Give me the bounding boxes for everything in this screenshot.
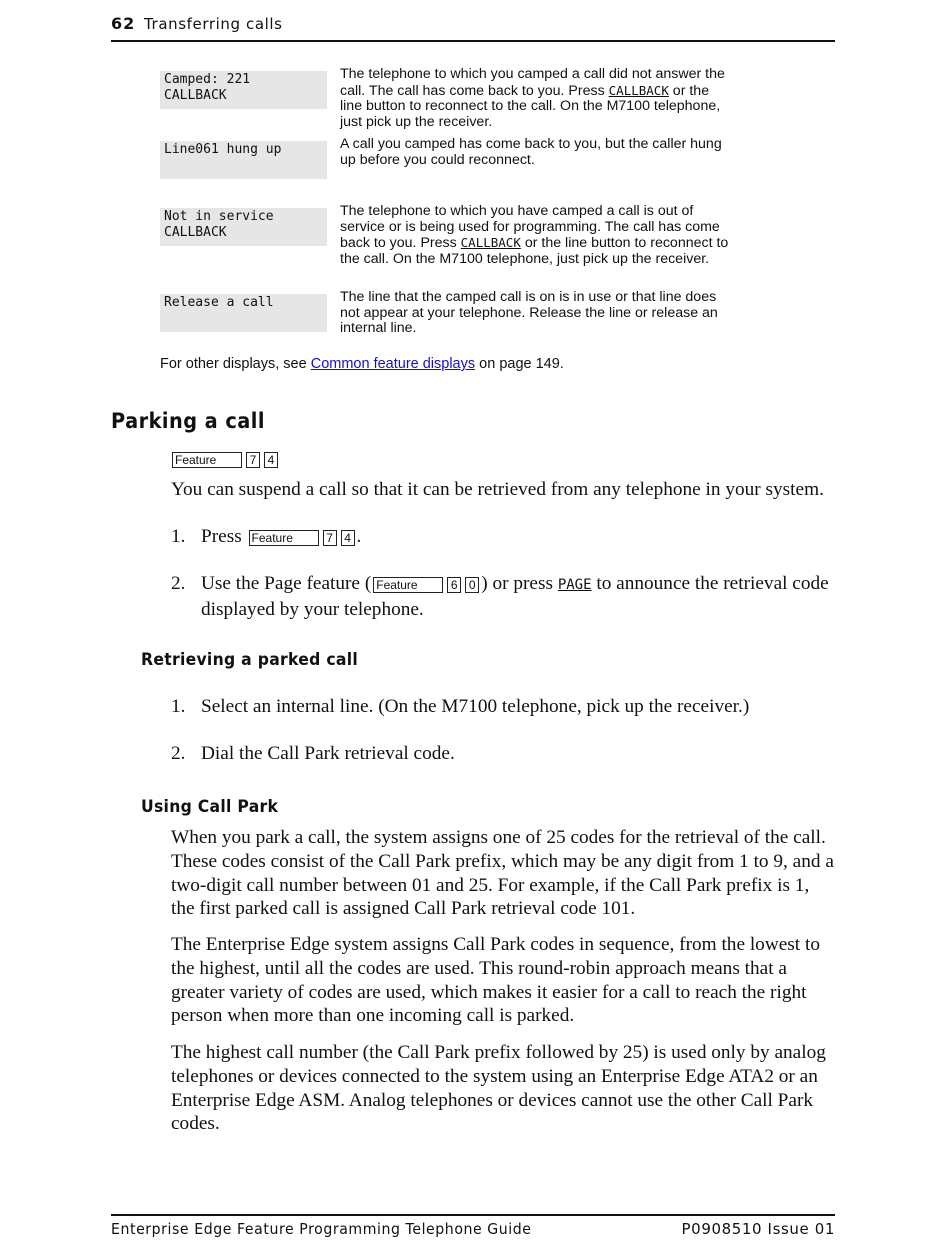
digit-key: 4 bbox=[264, 452, 278, 468]
step-number: 2. bbox=[171, 743, 186, 764]
step-end: . bbox=[356, 526, 362, 547]
lcd-line: Release a call bbox=[164, 295, 274, 310]
display-description: A call you camped has come back to you, but the caller hung up before you could reconnect. bbox=[340, 136, 722, 168]
digit-key: 6 bbox=[447, 577, 461, 593]
lcd-line: Line061 hung up bbox=[164, 142, 282, 157]
description-text: The telephone to which you camped a call did not answer the call. The call has come back to you. Press bbox=[340, 66, 725, 99]
step-text bbox=[201, 525, 837, 549]
step-text: Select an internal line. (On the M7100 telephone, pick up the receiver.) bbox=[201, 696, 750, 717]
description-text: or the line button to reconnect to the call. On the M7100 telephone, just pick up the receiver. bbox=[340, 235, 729, 267]
using-heading: Using Call Park bbox=[141, 797, 279, 817]
step-label: ) or press bbox=[481, 573, 558, 594]
note-text: on page 149. bbox=[475, 356, 564, 372]
page-header bbox=[111, 12, 835, 42]
lcd-display bbox=[160, 208, 327, 246]
retrieving-heading: Retrieving a parked call bbox=[141, 650, 359, 670]
page-softkey: PAGE bbox=[557, 577, 592, 593]
callback-softkey: CALLBACK bbox=[608, 82, 669, 98]
page-number: 62 bbox=[111, 14, 136, 33]
feature-key: Feature bbox=[249, 530, 319, 546]
step-label: Use the Page feature ( bbox=[201, 573, 372, 594]
other-displays-note bbox=[160, 356, 564, 372]
section-title: Transferring calls bbox=[144, 15, 283, 33]
step-number: 2. bbox=[171, 573, 186, 594]
display-description bbox=[340, 204, 735, 267]
lcd-line: CALLBACK bbox=[164, 88, 227, 103]
using-paragraph-2: The Enterprise Edge system assigns Call Park codes in sequence, from the lowest to the highest, until all the codes are used. This round-robin approach means that a greater variety of codes are used, which makes it easier for a call to reach the right person when more than one incoming call is parked. bbox=[171, 934, 820, 1027]
display-description bbox=[340, 67, 735, 130]
common-feature-displays-link[interactable]: Common feature displays bbox=[310, 356, 476, 372]
step-label: Press bbox=[201, 526, 242, 547]
lcd-display bbox=[160, 71, 327, 109]
lcd-line: CALLBACK bbox=[164, 225, 227, 240]
using-paragraph-3: The highest call number (the Call Park prefix followed by 25) is used only by analog telephones or devices connected to the system using an Enterprise Edge ATA2 or an Enterprise Edge ASM. Analog telephones or devices cannot use the other Call Park codes. bbox=[171, 1042, 826, 1135]
description-text: The telephone to which you have camped a call is out of service or is being used for programming. The call has come back to you. Press bbox=[340, 203, 720, 252]
step-label: to announce the retrieval code displayed by your telephone. bbox=[201, 573, 829, 620]
digit-key: 7 bbox=[323, 530, 337, 546]
lcd-display bbox=[160, 141, 327, 179]
digit-key: 7 bbox=[246, 452, 260, 468]
feature-code-keys bbox=[172, 451, 282, 469]
step-text: Dial the Call Park retrieval code. bbox=[201, 743, 455, 764]
step-text bbox=[201, 572, 837, 622]
feature-key: Feature bbox=[172, 452, 242, 468]
document-id: P0908510 Issue 01 bbox=[681, 1220, 835, 1238]
note-text: For other displays, see bbox=[160, 356, 311, 372]
parking-heading: Parking a call bbox=[111, 409, 265, 433]
digit-key: 4 bbox=[341, 530, 355, 546]
display-description: The line that the camped call is on is in use or that line does not appear at your telephone. Release the line or release an internal line. bbox=[340, 289, 718, 337]
step-number: 1. bbox=[171, 526, 186, 547]
parking-intro: You can suspend a call so that it can be retrieved from any telephone in your system. bbox=[171, 479, 824, 500]
digit-key: 0 bbox=[465, 577, 479, 593]
lcd-line: Camped: 221 bbox=[164, 72, 251, 87]
feature-key: Feature bbox=[373, 577, 443, 593]
lcd-line: Not in service bbox=[164, 209, 274, 224]
lcd-display bbox=[160, 294, 327, 332]
step-number: 1. bbox=[171, 696, 186, 717]
page-footer bbox=[111, 1214, 835, 1246]
callback-softkey: CALLBACK bbox=[460, 235, 521, 251]
using-paragraph-1: When you park a call, the system assigns one of 25 codes for the retrieval of the call. These codes consist of the Call Park prefix, which may be any digit from 1 to 9, and a two-digit call number between 01 and 25. For example, if the Call Park prefix is 1, the first parked call is assigned Call Park retrieval code 101. bbox=[171, 827, 834, 920]
guide-title: Enterprise Edge Feature Programming Telephone Guide bbox=[111, 1220, 532, 1238]
description-text: or the line button to reconnect to the call. On the M7100 telephone, just pick up the receiver. bbox=[340, 82, 721, 130]
